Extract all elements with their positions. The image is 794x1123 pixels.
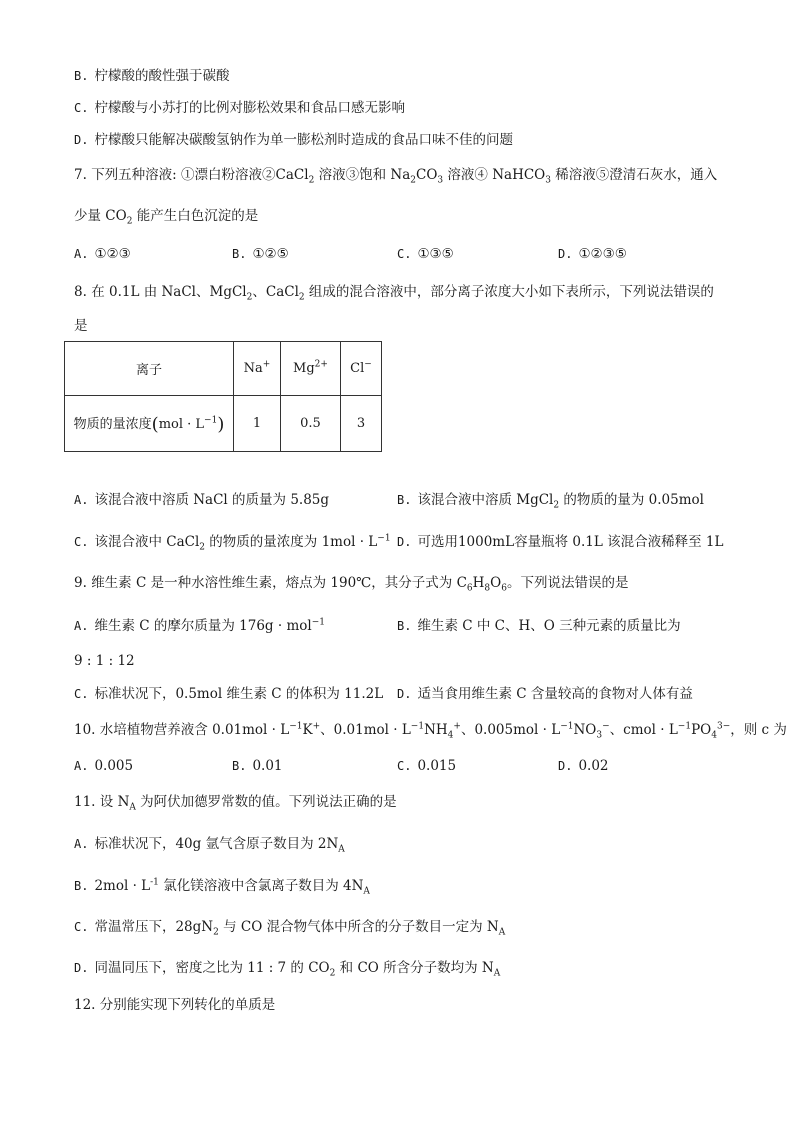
- option-label: D.: [74, 961, 89, 975]
- question-number: 12.: [74, 997, 96, 1013]
- superscript: 3−: [716, 721, 731, 732]
- q10-option-b: [232, 756, 283, 776]
- subscript: 6: [466, 583, 473, 594]
- q8-option-d: [397, 532, 723, 552]
- subscript: A: [493, 968, 501, 979]
- superscript: -1: [150, 877, 159, 888]
- stem-text: 组成的混合溶液中，部分离子浓度大小如下表所示，下列说法错误的: [304, 284, 714, 300]
- q12-stem: [74, 995, 275, 1015]
- subscript: 2: [298, 292, 305, 303]
- subscript: 2: [246, 292, 253, 303]
- superscript: −1: [377, 533, 391, 544]
- header-cell-ion: [65, 342, 234, 396]
- option-label: A.: [74, 759, 89, 773]
- superscript: +: [262, 359, 271, 370]
- q10-stem: [74, 720, 787, 740]
- option-text: 标准状况下，0.5mol 维生素 C 的体积为 11.2L: [94, 686, 384, 702]
- option-text: 0.02: [578, 758, 609, 774]
- q9-option-d: [397, 684, 693, 704]
- q11-stem: [74, 792, 397, 812]
- q6-option-d: [74, 130, 513, 150]
- stem-text: 、0.01mol · L: [320, 722, 411, 738]
- stem-text: NO: [573, 722, 597, 738]
- superscript: −1: [311, 617, 325, 628]
- option-text: 该混合液中溶质 MgCl: [417, 492, 554, 508]
- cell-text: Na: [243, 361, 263, 376]
- option-text: 柠檬酸的酸性强于碳酸: [94, 68, 230, 84]
- header-cell-mg: [281, 342, 341, 396]
- option-text: ①②③⑤: [578, 246, 627, 262]
- q8-stem-line2: [74, 316, 88, 336]
- option-label: B.: [74, 69, 89, 83]
- row-label-concentration: [65, 396, 234, 452]
- option-text: 0.015: [417, 758, 457, 774]
- stem-text: K: [302, 722, 313, 738]
- option-label: A.: [74, 493, 89, 507]
- cell-text: 物质的量浓度: [73, 416, 152, 432]
- paren-open: (: [151, 413, 159, 435]
- option-text: 和 CO 所含分子数均为 N: [335, 960, 494, 976]
- q7-option-b: [232, 244, 289, 264]
- cell-mg-value: 0.5: [281, 396, 341, 452]
- subscript: 2: [553, 500, 560, 511]
- subscript: 2: [410, 175, 416, 186]
- q7-stem-line2: [74, 206, 258, 226]
- q9-option-c: [74, 684, 383, 704]
- subscript: 4: [711, 730, 717, 741]
- q10-option-c: [397, 756, 456, 776]
- option-label: A.: [74, 619, 89, 633]
- q10-option-a: [74, 756, 133, 776]
- subscript: 6: [501, 583, 507, 594]
- stem-text: 少量 CO: [74, 208, 127, 224]
- stem-text: 、cmol · L: [609, 722, 678, 738]
- option-label: C.: [74, 535, 89, 549]
- subscript: A: [363, 886, 370, 897]
- subscript: 3: [545, 175, 551, 186]
- stem-text: H: [472, 575, 485, 591]
- superscript: −: [602, 721, 610, 732]
- option-text: 常温常压下，28gN: [94, 919, 214, 935]
- stem-text: 。下列说法错误的是: [506, 575, 629, 591]
- option-label: C.: [74, 920, 89, 934]
- option-text: ①②③: [94, 246, 131, 262]
- stem-text: NH: [424, 722, 448, 738]
- question-number: 10.: [74, 722, 96, 738]
- q6-option-b: [74, 66, 229, 86]
- degree-symbol: ℃: [356, 575, 372, 591]
- option-text: 维生素 C 的摩尔质量为 176g · mol: [94, 618, 312, 634]
- q11-option-b: [74, 876, 370, 896]
- option-text: 的物质的量为 0.05mol: [559, 492, 704, 508]
- q7-stem: [74, 165, 717, 185]
- subscript: 3: [437, 175, 444, 186]
- cell-text: 离子: [135, 363, 162, 378]
- superscript: −1: [677, 721, 692, 732]
- option-text: 柠檬酸只能解决碳酸氢钠作为单一膨松剂时造成的食品口味不佳的问题: [94, 132, 513, 148]
- option-text: ①③⑤: [417, 246, 454, 262]
- stem-text: 维生素 C 是一种水溶性维生素，熔点为 190: [91, 575, 357, 591]
- option-label: C.: [397, 247, 412, 261]
- cell-na-value: 1: [234, 396, 281, 452]
- subscript: 4: [447, 730, 454, 741]
- header-cell-na: [234, 342, 281, 396]
- stem-text: 溶液③饱和 Na: [314, 167, 411, 183]
- subscript: A: [498, 927, 506, 938]
- stem-text: 为阿伏加德罗常数的值。下列说法正确的是: [135, 794, 397, 810]
- header-cell-cl: [341, 342, 382, 396]
- option-text: 适当食用维生素 C 含量较高的食物对人体有益: [417, 686, 693, 702]
- option-text: 的物质的量浓度为 1mol · L: [205, 534, 378, 550]
- option-text: 氯化镁溶液中含氯离子数目为 4N: [158, 878, 364, 894]
- option-text: 该混合液中 CaCl: [94, 534, 200, 550]
- option-label: C.: [74, 687, 89, 701]
- option-label: C.: [74, 101, 89, 115]
- option-label: B.: [232, 247, 247, 261]
- stem-text: 在 0.1L 由 NaCl、MgCl: [91, 284, 247, 300]
- option-text: 与 CO 混合物气体中所含的分子数目一定为 N: [218, 919, 499, 935]
- q9-option-b: [397, 616, 681, 636]
- option-text: 2mol · L: [94, 878, 151, 894]
- option-label: D.: [397, 687, 412, 701]
- option-label: B.: [397, 493, 412, 507]
- option-text: 该混合液中溶质 NaCl 的质量为 5.85g: [94, 492, 330, 508]
- option-text: 标准状况下，40g 氩气含原子数目为 2N: [94, 836, 339, 852]
- cell-cl-value: 3: [341, 396, 382, 452]
- subscript: 2: [199, 542, 206, 553]
- q7-option-d: [558, 244, 627, 264]
- question-number: 7.: [74, 167, 87, 183]
- q8-stem: [74, 282, 714, 302]
- q8-option-a: [74, 490, 329, 510]
- stem-text: 稀溶液⑤澄清石灰水，通入: [550, 167, 718, 183]
- cell-text: Mg: [293, 361, 315, 376]
- superscript: +: [453, 721, 461, 732]
- stem-text: 下列五种溶液: ①漂白粉溶液②CaCl: [91, 167, 309, 183]
- cell-unit: mol · L: [158, 416, 205, 432]
- subscript: A: [338, 844, 345, 855]
- superscript: −1: [289, 721, 303, 732]
- superscript: −1: [560, 721, 574, 732]
- option-label: A.: [74, 837, 89, 851]
- question-number: 8.: [74, 284, 87, 300]
- option-text: 维生素 C 中 C、H、O 三种元素的质量比为: [417, 618, 681, 634]
- paren-close: ): [217, 413, 225, 435]
- stem-text: ，其分子式为 C: [371, 575, 467, 591]
- q11-option-d: [74, 958, 500, 978]
- option-text: 9 : 1 : 12: [74, 653, 135, 669]
- q9-option-a: [74, 616, 325, 636]
- option-text: 0.01: [252, 758, 283, 774]
- q9-stem: [74, 573, 628, 593]
- subscript: A: [129, 802, 136, 813]
- superscript: −1: [410, 721, 425, 732]
- q8-option-b: [397, 490, 704, 510]
- table-header-row: [65, 342, 382, 396]
- q11-option-a: [74, 834, 345, 854]
- q8-option-c: [74, 532, 391, 552]
- option-label: B.: [74, 879, 89, 893]
- stem-text: 、CaCl: [252, 284, 299, 300]
- superscript: −1: [204, 415, 218, 426]
- subscript: 2: [329, 968, 336, 979]
- superscript: 2+: [314, 359, 328, 370]
- subscript: 8: [484, 583, 491, 594]
- q11-option-c: [74, 917, 505, 937]
- option-label: D.: [397, 535, 412, 549]
- option-text: 柠檬酸与小苏打的比例对膨松效果和食品口感无影响: [94, 100, 405, 116]
- q7-option-a: [74, 244, 131, 264]
- option-label: A.: [74, 247, 89, 261]
- stem-text: 、0.005mol · L: [460, 722, 561, 738]
- cell-text: Cl: [350, 361, 365, 376]
- superscript: −: [364, 359, 372, 370]
- q9-option-b-continued: [74, 651, 135, 671]
- superscript: +: [312, 721, 321, 732]
- stem-text: 能产生白色沉淀的是: [132, 208, 259, 224]
- subscript: 2: [126, 216, 133, 227]
- option-label: B.: [397, 619, 412, 633]
- option-label: C.: [397, 759, 412, 773]
- stem-text: ，则 c 为: [730, 722, 787, 738]
- stem-text: O: [490, 575, 502, 591]
- stem-text: 溶液④ NaHCO: [443, 167, 546, 183]
- stem-text: 水培植物营养液含 0.01mol · L: [99, 722, 290, 738]
- subscript: 2: [308, 175, 315, 186]
- q6-option-c: [74, 98, 405, 118]
- option-label: D.: [558, 247, 573, 261]
- stem-text: 设 N: [99, 794, 130, 810]
- option-label: B.: [232, 759, 247, 773]
- stem-text: CO: [415, 167, 438, 183]
- q10-option-d: [558, 756, 609, 776]
- option-text: 可选用1000mL容量瓶将 0.1L 该混合液稀释至 1L: [417, 534, 724, 550]
- stem-text: 分别能实现下列转化的单质是: [99, 997, 276, 1013]
- option-text: ①②⑤: [252, 246, 289, 262]
- ion-concentration-table: [64, 341, 382, 452]
- option-label: D.: [74, 133, 89, 147]
- question-number: 9.: [74, 575, 87, 591]
- option-text: 同温同压下，密度之比为 11 : 7 的 CO: [94, 960, 330, 976]
- table-row: [65, 396, 382, 452]
- subscript: 3: [596, 730, 603, 741]
- stem-text: PO: [691, 722, 712, 738]
- q7-option-c: [397, 244, 454, 264]
- question-number: 11.: [74, 794, 96, 810]
- option-label: D.: [558, 759, 573, 773]
- stem-text: 是: [74, 318, 88, 334]
- subscript: 2: [213, 927, 219, 938]
- option-text: 0.005: [94, 758, 134, 774]
